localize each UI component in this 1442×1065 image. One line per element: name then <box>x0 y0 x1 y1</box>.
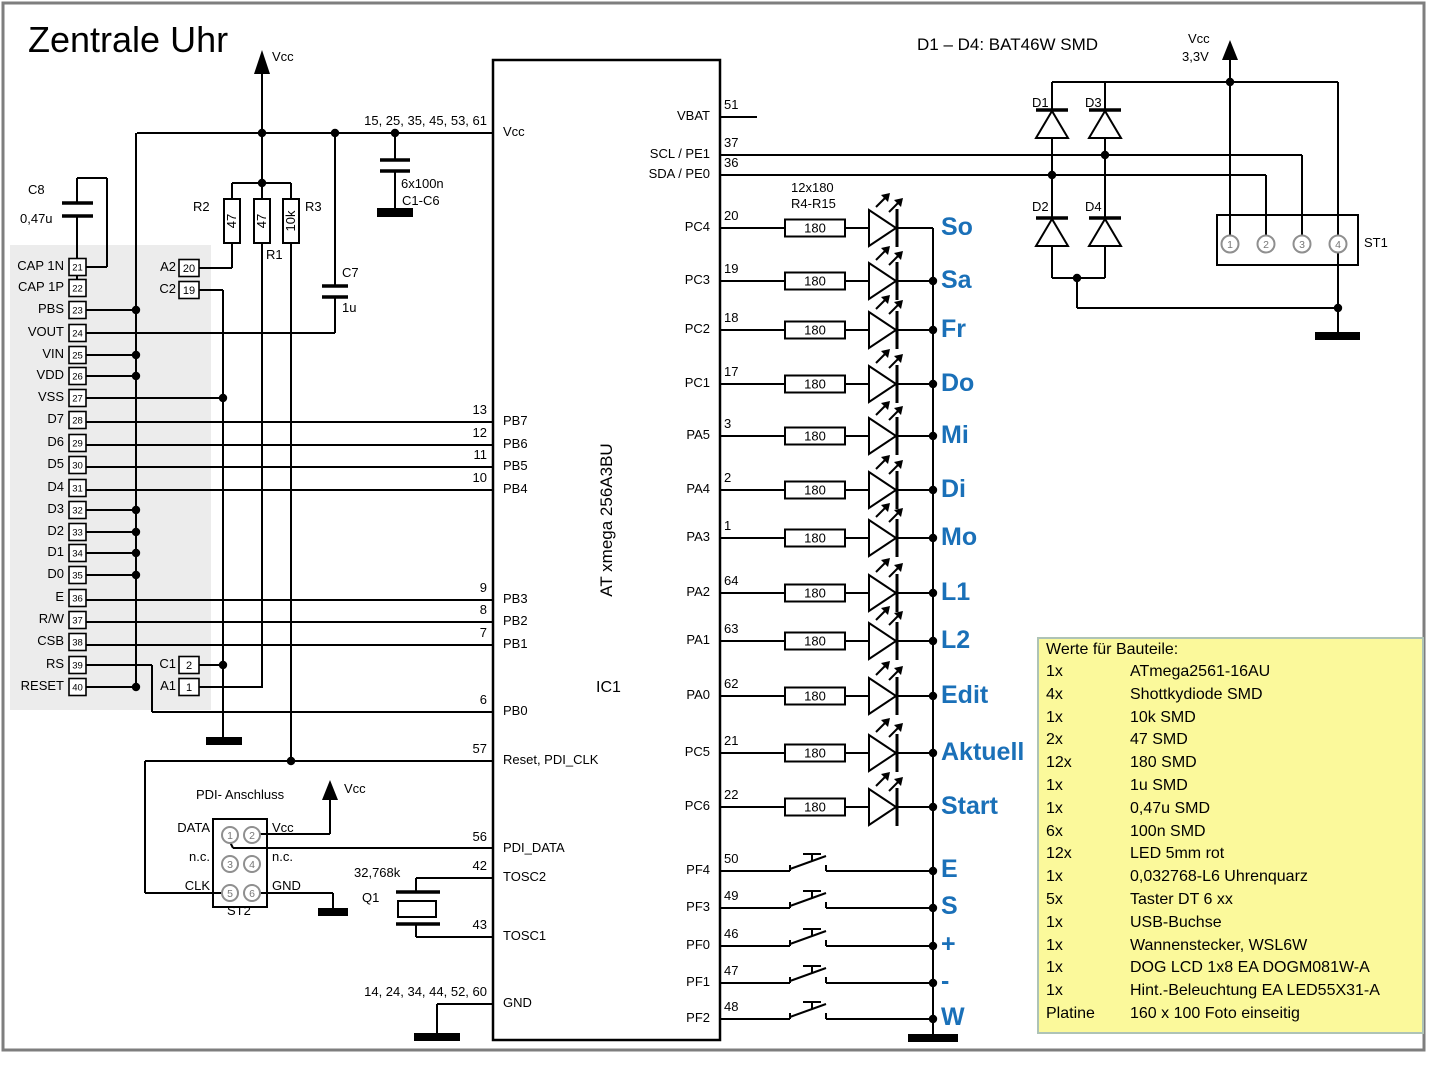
led-label-Sa: Sa <box>941 266 972 294</box>
ic1-left-pin-num-Reset, PDI_CLK: 57 <box>472 741 487 756</box>
wire <box>790 856 826 869</box>
ic1-right-pin-num-SCL / PE1: 37 <box>724 135 739 150</box>
diode-d3-label: D3 <box>1085 95 1102 110</box>
led-label-Aktuell: Aktuell <box>941 738 1025 766</box>
ic1-left-pin-label-PB6: PB6 <box>503 436 528 451</box>
junction-dot <box>219 394 227 402</box>
ic1-left-pin-num-TOSC1: 43 <box>472 917 487 932</box>
ic1-right-pin-label-PA5: PA5 <box>686 427 710 442</box>
led-resistor-value-Aktuell: 180 <box>804 745 826 761</box>
junction-dot <box>331 129 339 137</box>
ic1-right-pin-label-PF2: PF2 <box>686 1010 710 1025</box>
junction-dot <box>132 571 140 579</box>
ic1-right-pin-label-PA0: PA0 <box>686 687 710 702</box>
junction-dot <box>929 1015 937 1023</box>
ic1-left-pin-num-PB3: 9 <box>479 580 487 595</box>
led-symbol-So <box>869 210 896 246</box>
lcd-pin-label-VSS: VSS <box>37 389 64 404</box>
junction-dot <box>258 179 266 187</box>
lcd-pin-label-D3: D3 <box>47 501 64 516</box>
ic1-right-pin-label-PF0: PF0 <box>686 937 710 952</box>
lcd-pin-num-D7: 28 <box>72 415 83 427</box>
vcc-arrow-left <box>254 50 270 74</box>
wire <box>790 893 826 906</box>
resistor-r1-value: 47 <box>254 213 269 229</box>
junction-dot <box>929 904 937 912</box>
parts-row-qty-7: 6x <box>1046 822 1063 840</box>
lcd-pin-num-D6: 29 <box>72 438 83 450</box>
led-resistor-value-So: 180 <box>804 220 826 236</box>
junction-dot <box>132 528 140 536</box>
lcd-pin-label-PBS: PBS <box>37 301 64 316</box>
gnd-c1c6 <box>377 208 413 217</box>
led-symbol-Di <box>869 472 896 508</box>
aux-box-label-A2: A2 <box>160 259 176 274</box>
ic1-left-pin-num-PB5: 11 <box>473 447 487 462</box>
st2-pin-num-2: 2 <box>249 830 255 842</box>
lcd-pin-label-VOUT: VOUT <box>27 324 64 339</box>
ic1-right-pin-num-VBAT: 51 <box>724 97 739 112</box>
vcc-arrow-st2 <box>322 780 338 800</box>
led-label-Di: Di <box>941 475 966 503</box>
ic1-right-pin-num-PA3: 1 <box>724 518 732 533</box>
junction-dot <box>1101 151 1109 159</box>
lcd-pin-label-D1: D1 <box>47 544 64 559</box>
st1-ref: ST1 <box>1364 235 1388 250</box>
parts-row-desc-4: 180 SMD <box>1130 754 1197 772</box>
parts-row-qty-11: 1x <box>1046 913 1063 931</box>
ic1-right-pin-label-PC3: PC3 <box>684 272 710 287</box>
st2-title: PDI- Anschluss <box>196 787 285 802</box>
aux-box-num-C1: 2 <box>185 660 193 672</box>
wire <box>790 968 826 981</box>
wire <box>803 929 821 936</box>
lcd-pin-label-R/W: R/W <box>38 611 64 626</box>
led-resistor-value-Edit: 180 <box>804 688 826 704</box>
junction-dot <box>132 372 140 380</box>
ic1-right-pin-label-PC5: PC5 <box>684 744 710 759</box>
led-symbol-Start <box>869 789 896 825</box>
wire <box>803 854 821 861</box>
parts-row-desc-10: Taster DT 6 xx <box>1130 891 1233 908</box>
led-label-Mi: Mi <box>941 421 969 449</box>
ic1-right-pin-label-VBAT: VBAT <box>677 108 710 123</box>
ic1-right-pin-num-PC1: 17 <box>724 364 739 379</box>
ic1-right-pin-label-PA1: PA1 <box>686 632 710 647</box>
led-resistors-header1: 12x180 <box>791 180 834 195</box>
ic1-left-pin-num-PDI_DATA: 56 <box>472 829 487 844</box>
parts-row-desc-0: ATmega2561-16AU <box>1130 663 1271 680</box>
junction-dot <box>287 757 295 765</box>
parts-row-desc-9: 0,032768-L6 Uhrenquarz <box>1130 868 1308 886</box>
ic1-left-pin-num-TOSC2: 42 <box>472 858 487 873</box>
ic1-right-pin-num-PA0: 62 <box>724 676 739 691</box>
ic1-right-pin-label-SDA / PE0: SDA / PE0 <box>648 166 710 181</box>
ic1-right-pin-num-PF1: 47 <box>724 963 739 978</box>
ic1-right-pin-num-PA4: 2 <box>724 470 732 485</box>
ic1-right-pin-num-PC3: 19 <box>724 261 739 276</box>
ic1-right-pin-num-PF4: 50 <box>724 851 739 866</box>
r1-ref: R1 <box>266 247 283 262</box>
junction-dot <box>929 867 937 875</box>
junction-dot <box>132 306 140 314</box>
ic1-left-pin-label-TOSC2: TOSC2 <box>503 869 547 884</box>
button-label-S: S <box>941 892 958 920</box>
lcd-pin-num-D2: 33 <box>72 527 83 539</box>
diode-d2 <box>1036 219 1068 246</box>
gnd-st2 <box>318 908 348 916</box>
led-label-Fr: Fr <box>941 315 966 343</box>
led-resistor-value-Mi: 180 <box>804 428 826 444</box>
st2-right-label-GND: GND <box>272 878 301 893</box>
led-symbol-L2 <box>869 623 896 659</box>
junction-dot <box>929 979 937 987</box>
st2-ref: ST2 <box>227 903 251 918</box>
c1c6-value: 6x100n <box>401 176 444 191</box>
c1c6-ref: C1-C6 <box>402 193 440 208</box>
ic1-left-pin-label-PB0: PB0 <box>503 703 528 718</box>
junction-dot <box>132 506 140 514</box>
ic1-right-pin-label-PC1: PC1 <box>684 375 710 390</box>
wire <box>790 931 826 944</box>
ic1-left-pin-num-PB1: 7 <box>479 625 487 640</box>
wire <box>803 1002 821 1009</box>
parts-row-desc-14: Hint.-Beleuchtung EA LED55X31-A <box>1130 982 1380 1000</box>
ic1-right-pin-label-PF3: PF3 <box>686 899 710 914</box>
lcd-pin-label-RESET: RESET <box>20 678 64 693</box>
led-symbol-L1 <box>869 575 896 611</box>
diode-d1-label: D1 <box>1032 95 1049 110</box>
lcd-pin-label-D0: D0 <box>47 566 64 581</box>
st2-pin-num-1: 1 <box>227 830 233 842</box>
diode-note: D1 – D4: BAT46W SMD <box>917 35 1099 54</box>
button-label-+: + <box>941 930 956 958</box>
ic1-right-pin-label-PC6: PC6 <box>684 798 710 813</box>
parts-row-qty-5: 1x <box>1046 777 1063 794</box>
ic1-right-pin-label-PF4: PF4 <box>686 862 710 877</box>
parts-row-qty-12: 1x <box>1046 936 1063 954</box>
ic1-right-pin-label-PA4: PA4 <box>686 481 710 496</box>
gnd-lcd-net <box>206 737 242 745</box>
lcd-pin-num-PBS: 23 <box>72 305 83 317</box>
led-label-Edit: Edit <box>941 681 989 709</box>
ic1-left-pin-label-PB3: PB3 <box>503 591 528 606</box>
ic1-left-pin-label-Vcc: Vcc <box>503 124 525 139</box>
diode-d2-label: D2 <box>1032 199 1049 214</box>
ic1-right-pin-num-PC2: 18 <box>724 310 739 325</box>
junction-dot <box>1048 171 1056 179</box>
parts-row-qty-4: 12x <box>1046 754 1072 772</box>
parts-row-desc-3: 47 SMD <box>1130 731 1188 749</box>
aux-box-num-A2: 20 <box>182 263 196 275</box>
vcc-right-value: 3,3V <box>1182 49 1209 64</box>
junction-dot <box>929 432 937 440</box>
lcd-pin-num-D4: 31 <box>72 483 83 495</box>
parts-row-qty-8: 12x <box>1046 845 1072 863</box>
parts-row-desc-2: 10k SMD <box>1130 708 1196 726</box>
led-label-Do: Do <box>941 369 975 397</box>
c8-ref: C8 <box>28 182 45 197</box>
led-label-Start: Start <box>941 792 998 820</box>
junction-dot <box>1073 274 1081 282</box>
parts-row-qty-14: 1x <box>1046 982 1063 1000</box>
parts-row-desc-1: Shottkydiode SMD <box>1130 685 1263 703</box>
st2-left-label-CLK: CLK <box>184 878 210 893</box>
gnd-led-bus <box>908 1034 958 1042</box>
parts-row-desc-13: DOG LCD 1x8 EA DOGM081W-A <box>1130 959 1370 977</box>
lcd-pin-num-RS: 39 <box>72 660 83 672</box>
resistor-r2-value: 47 <box>224 213 239 229</box>
led-symbol-Mo <box>869 520 896 556</box>
junction-dot <box>929 803 937 811</box>
st2-pin-num-5: 5 <box>227 888 233 900</box>
lcd-pin-num-CAP 1N: 21 <box>72 262 83 274</box>
led-resistor-value-Di: 180 <box>804 482 826 498</box>
ic1-left-pin-label-TOSC1: TOSC1 <box>503 928 547 943</box>
parts-row-desc-7: 100n SMD <box>1130 822 1206 840</box>
ic1-left-pin-num-PB6: 12 <box>472 425 487 440</box>
junction-dot <box>929 749 937 757</box>
ic1-right-pin-num-PC6: 22 <box>724 787 739 802</box>
parts-row-qty-15: Platine <box>1046 1005 1095 1022</box>
wire <box>803 891 821 898</box>
aux-box-num-A1: 1 <box>185 682 193 694</box>
led-symbol-Aktuell <box>869 735 896 771</box>
parts-row-qty-2: 1x <box>1046 708 1063 726</box>
st2-right-label-n.c.: n.c. <box>272 849 293 864</box>
lcd-pin-num-VOUT: 24 <box>72 328 83 340</box>
junction-dot <box>929 380 937 388</box>
junction-dot <box>929 534 937 542</box>
junction-dot <box>1334 304 1342 312</box>
ic1-left-pin-label-PB5: PB5 <box>503 458 528 473</box>
q1-ref: Q1 <box>362 890 380 905</box>
junction-dot <box>219 661 227 669</box>
diode-d1 <box>1036 111 1068 138</box>
lcd-pin-label-D2: D2 <box>47 523 64 538</box>
parts-row-qty-6: 1x <box>1046 799 1063 817</box>
lcd-pin-label-VIN: VIN <box>42 346 64 361</box>
parts-row-desc-8: LED 5mm rot <box>1130 845 1225 863</box>
ic1-right-pin-label-PA2: PA2 <box>686 584 710 599</box>
parts-row-qty-0: 1x <box>1046 663 1063 680</box>
button-label-E: E <box>941 855 958 883</box>
lcd-pin-label-RS: RS <box>45 656 64 671</box>
st2-left-label-DATA: DATA <box>177 820 210 835</box>
button-label--: - <box>941 967 950 995</box>
lcd-pin-label-CAP 1N: CAP 1N <box>17 258 64 273</box>
ic1-right-pin-num-PF0: 46 <box>724 926 739 941</box>
page-title: Zentrale Uhr <box>28 19 229 60</box>
ic1-right-pin-label-PF1: PF1 <box>686 974 710 989</box>
wire <box>790 1004 826 1017</box>
ic1-left-pin-label-PB2: PB2 <box>503 613 528 628</box>
st2-left-label-n.c.: n.c. <box>189 849 210 864</box>
led-resistor-value-Mo: 180 <box>804 530 826 546</box>
aux-box-num-C2: 19 <box>182 285 196 297</box>
ic1-left-pin-label-GND: GND <box>503 995 532 1010</box>
st2-right-label-Vcc: Vcc <box>272 820 294 835</box>
lcd-pin-label-D6: D6 <box>47 434 64 449</box>
ic1-right-pin-num-PC4: 20 <box>724 208 739 223</box>
c7-value: 1u <box>342 300 357 315</box>
lcd-pin-label-D5: D5 <box>47 456 64 471</box>
junction-dot <box>929 486 937 494</box>
led-resistor-value-Do: 180 <box>804 376 826 392</box>
lcd-pin-label-CAP 1P: CAP 1P <box>17 279 64 294</box>
ic1-left-pin-label-PB1: PB1 <box>503 636 528 651</box>
vcc-left-label: Vcc <box>272 49 294 64</box>
lcd-pin-num-E: 36 <box>72 593 83 605</box>
lcd-pin-num-VIN: 25 <box>72 350 83 362</box>
crystal-q1-body <box>398 901 436 917</box>
lcd-pin-num-VSS: 27 <box>72 393 83 405</box>
st1-pin-num-2: 2 <box>1263 239 1269 251</box>
led-resistor-value-L1: 180 <box>804 585 826 601</box>
ic1-left-pin-num-PB7: 13 <box>472 402 487 417</box>
led-symbol-Mi <box>869 418 896 454</box>
ic1-left-pin-label-Reset, PDI_CLK: Reset, PDI_CLK <box>503 752 599 767</box>
gnd-st1 <box>1315 332 1360 340</box>
ic1-right-pin-num-PF2: 48 <box>724 999 739 1014</box>
parts-row-desc-12: Wannenstecker, WSL6W <box>1130 936 1308 954</box>
lcd-pin-num-D3: 32 <box>72 505 83 517</box>
ic1-right-pin-num-SDA / PE0: 36 <box>724 155 739 170</box>
led-symbol-Sa <box>869 263 896 299</box>
diode-d3 <box>1089 111 1121 138</box>
ic1-right-pin-label-SCL / PE1: SCL / PE1 <box>649 146 710 161</box>
ic1-right-pin-label-PC4: PC4 <box>684 219 710 234</box>
vcc-arrow-right <box>1222 40 1238 60</box>
ic1-left-pin-label-PB4: PB4 <box>503 481 528 496</box>
led-label-L1: L1 <box>941 578 971 606</box>
lcd-pin-label-D4: D4 <box>47 479 64 494</box>
c7-ref: C7 <box>342 265 359 280</box>
ic1-ref: IC1 <box>596 679 621 696</box>
vcc-right-label: Vcc <box>1188 31 1210 46</box>
junction-dot <box>929 692 937 700</box>
junction-dot <box>1226 78 1234 86</box>
st1-pin-num-1: 1 <box>1227 239 1233 251</box>
lcd-pin-label-E: E <box>55 589 64 604</box>
led-symbol-Fr <box>869 312 896 348</box>
lcd-pin-label-VDD: VDD <box>36 367 64 382</box>
ic1-left-pin-num-PB0: 6 <box>479 692 487 707</box>
st2-pin-num-3: 3 <box>227 859 233 871</box>
junction-dot <box>132 351 140 359</box>
junction-dot <box>132 549 140 557</box>
ic1-right-pin-num-PF3: 49 <box>724 888 739 903</box>
ic1-left-pin-num-GND: 14, 24, 34, 44, 52, 60 <box>364 984 487 999</box>
parts-row-desc-5: 1u SMD <box>1130 777 1188 794</box>
led-label-So: So <box>941 213 973 241</box>
junction-dot <box>929 637 937 645</box>
junction-dot <box>258 129 266 137</box>
ic1-left-pin-num-Vcc: 15, 25, 35, 45, 53, 61 <box>364 113 487 128</box>
ic1-right-pin-num-PA2: 64 <box>724 573 739 588</box>
button-label-W: W <box>941 1003 965 1031</box>
st1-pin-num-3: 3 <box>1299 239 1305 251</box>
parts-row-qty-9: 1x <box>1046 868 1063 886</box>
lcd-pin-num-D5: 30 <box>72 460 83 472</box>
gnd-ic <box>414 1033 460 1041</box>
ic1-right-pin-num-PA1: 63 <box>724 621 739 636</box>
wire <box>803 966 821 973</box>
aux-box-label-A1: A1 <box>160 678 176 693</box>
vcc-st2-label: Vcc <box>344 781 366 796</box>
lcd-pin-label-CSB: CSB <box>37 633 64 648</box>
ic1-right-pin-label-PC2: PC2 <box>684 321 710 336</box>
junction-dot <box>929 589 937 597</box>
led-symbol-Edit <box>869 678 896 714</box>
lcd-pin-num-VDD: 26 <box>72 371 83 383</box>
led-label-L2: L2 <box>941 626 971 654</box>
lcd-pin-num-RESET: 40 <box>72 682 83 694</box>
led-resistor-value-Start: 180 <box>804 799 826 815</box>
parts-list-title: Werte für Bauteile: <box>1046 641 1179 658</box>
led-label-Mo: Mo <box>941 523 978 551</box>
junction-dot <box>929 326 937 334</box>
resistor-r3-value: 10k <box>283 210 298 232</box>
led-resistor-value-Sa: 180 <box>804 273 826 289</box>
parts-row-qty-3: 2x <box>1046 731 1063 749</box>
led-resistor-value-Fr: 180 <box>804 322 826 338</box>
lcd-pin-label-D7: D7 <box>47 411 64 426</box>
led-resistors-header2: R4-R15 <box>791 196 836 211</box>
led-symbol-Do <box>869 366 896 402</box>
st1-pin-num-4: 4 <box>1335 239 1341 251</box>
parts-row-desc-15: 160 x 100 Foto einseitig <box>1130 1005 1300 1022</box>
c8-value: 0,47u <box>20 211 53 226</box>
diode-d4-label: D4 <box>1085 199 1102 214</box>
lcd-pin-num-CAP 1P: 22 <box>72 283 83 295</box>
ic1-left-pin-num-PB4: 10 <box>472 470 487 485</box>
parts-row-desc-11: USB-Buchse <box>1130 913 1222 931</box>
r3-ref: R3 <box>305 199 322 214</box>
r2-ref: R2 <box>193 199 210 214</box>
schottky-diodes <box>1036 111 1121 246</box>
ic1-left-pin-label-PDI_DATA: PDI_DATA <box>503 840 565 855</box>
st2-pin-num-4: 4 <box>249 859 255 871</box>
parts-row-qty-13: 1x <box>1046 959 1063 977</box>
junction-dot <box>929 942 937 950</box>
lcd-pin-num-CSB: 38 <box>72 637 83 649</box>
ic1-right-pin-num-PC5: 21 <box>724 733 739 748</box>
ic1-right-pin-label-PA3: PA3 <box>686 529 710 544</box>
q1-value: 32,768k <box>354 865 401 880</box>
led-resistor-value-L2: 180 <box>804 633 826 649</box>
aux-box-label-C2: C2 <box>159 281 176 296</box>
aux-box-label-C1: C1 <box>159 656 176 671</box>
st2-pin-num-6: 6 <box>249 888 255 900</box>
lcd-pin-num-R/W: 37 <box>72 615 83 627</box>
ic1-right-pin-num-PA5: 3 <box>724 416 732 431</box>
lcd-pin-num-D1: 34 <box>72 548 83 560</box>
junction-dot <box>391 129 399 137</box>
ic1-left-pin-label-PB7: PB7 <box>503 413 528 428</box>
parts-row-desc-6: 0,47u SMD <box>1130 799 1211 817</box>
parts-row-qty-1: 4x <box>1046 685 1063 703</box>
parts-row-qty-10: 5x <box>1046 891 1063 908</box>
ic1-left-pin-num-PB2: 8 <box>479 602 487 617</box>
diode-d4 <box>1089 219 1121 246</box>
junction-dot <box>929 277 937 285</box>
ic1-part-name: AT xmega 256A3BU <box>597 443 616 597</box>
lcd-pin-num-D0: 35 <box>72 570 83 582</box>
